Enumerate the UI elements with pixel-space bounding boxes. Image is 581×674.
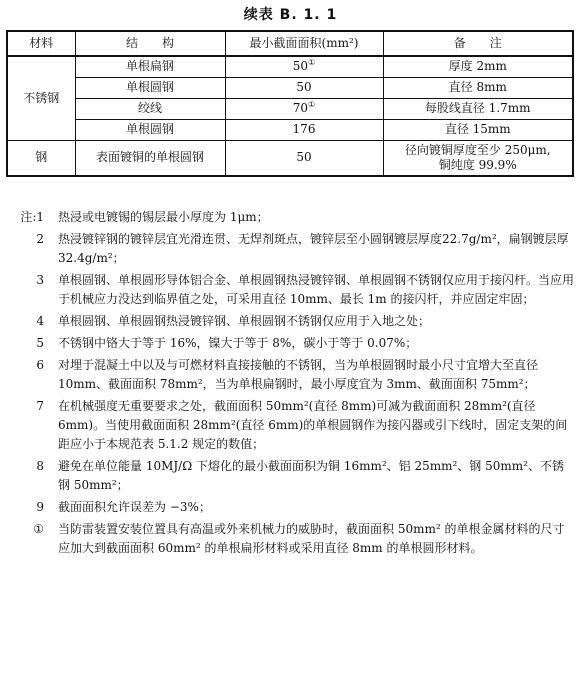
structure-cell: 绞线 — [75, 98, 225, 119]
footnote-mark: ① — [308, 100, 316, 109]
table-title: 续表 B. 1. 1 — [243, 7, 338, 23]
note-text: 热浸镀锌钢的镀锌层宜光滑连贯、无焊剂斑点，镀锌层至小圆钢镀层厚度22.7g/m²，扁钢镀层厚 32.4g/m²； — [58, 232, 569, 265]
note-number: 3 — [36, 273, 44, 287]
note-number: 6 — [36, 358, 44, 372]
note-cell: 直径 8mm — [383, 77, 573, 98]
area-cell — [225, 98, 383, 119]
area-value: 176 — [292, 122, 316, 136]
table-header-row — [7, 31, 573, 56]
note-item — [8, 230, 574, 268]
notes-prefix: 注: — [20, 210, 37, 224]
material-cell: 不锈钢 — [7, 56, 75, 140]
note-item — [8, 312, 574, 331]
area-cell — [225, 56, 383, 77]
table-row — [7, 140, 573, 176]
area-value: 50 — [292, 59, 309, 74]
note-item — [8, 356, 574, 394]
note-text: 当防雷装置安装位置具有高温或外来机械力的威胁时，截面面积 50mm² 的单根金属材料的尺寸应加大到截面面积 60mm² 的单根扁形材料或采用直径 8mm 的单根圆形材料。 — [58, 522, 565, 555]
material-cell: 钢 — [7, 140, 75, 176]
header-material: 材料 — [7, 31, 75, 56]
area-cell — [225, 140, 383, 176]
area-value: 70 — [292, 101, 309, 115]
note-cell: 厚度 2mm — [383, 56, 573, 77]
table-row — [7, 77, 573, 98]
note-item — [8, 498, 574, 517]
structure-cell: 单根圆钢 — [75, 77, 225, 98]
note-number: 5 — [36, 336, 44, 350]
structure-cell: 表面镀铜的单根圆钢 — [75, 140, 225, 176]
note-item — [8, 334, 574, 353]
table-row — [7, 98, 573, 119]
structure-cell: 单根扁钢 — [75, 56, 225, 77]
table-row — [7, 119, 573, 140]
note-number: ① — [33, 522, 44, 536]
note-number: 7 — [36, 399, 44, 413]
note-number: 9 — [36, 500, 44, 514]
note-cell: 每股线直径 1.7mm — [383, 98, 573, 119]
footnote-mark: ① — [308, 58, 316, 68]
header-note: 备 注 — [383, 31, 573, 56]
area-cell — [225, 77, 383, 98]
note-cell: 直径 15mm — [383, 119, 573, 140]
note-cell: 径向镀铜厚度至少 250μm, 铜纯度 99.9% — [383, 140, 573, 176]
note-text: 截面面积允许误差为 −3%； — [58, 500, 211, 514]
note-item — [8, 271, 574, 309]
note-number: 4 — [36, 314, 44, 328]
note-text: 不锈钢中铬大于等于 16%，镍大于等于 8%，碳小于等于 0.07%； — [58, 336, 418, 350]
note-text: 单根圆钢、单根圆钢热浸镀锌钢、单根圆钢不锈钢仅应用于入地之处； — [58, 314, 431, 328]
note-item — [8, 397, 574, 454]
note-number: 8 — [36, 459, 44, 473]
note-item — [8, 520, 574, 558]
note-text: 对埋于混凝土中以及与可燃材料直接接触的不锈钢，当为单根圆钢时最小尺寸宜增大至直径 10mm、截面面积 78mm²，当为单根扁钢时，最小厚度宜为 3mm、截面面积 75mm²； — [58, 358, 539, 391]
table-row — [7, 56, 573, 77]
note-number: 注:1 — [20, 210, 44, 224]
header-structure: 结 构 — [75, 31, 225, 56]
notes-section — [8, 208, 574, 561]
spec-table — [6, 30, 574, 177]
note-item — [8, 208, 574, 227]
structure-cell: 单根圆钢 — [75, 119, 225, 140]
header-area: 最小截面面积(mm²) — [225, 31, 383, 56]
note-text: 热浸或电镀锡的锡层最小厚度为 1μm； — [58, 210, 269, 224]
note-item — [8, 457, 574, 495]
note-text: 避免在单位能量 10MJ/Ω 下熔化的最小截面面积为铜 16mm²、铝 25mm²、钢 50mm²、不锈钢 50mm²； — [58, 459, 564, 492]
note-text: 在机械强度无重要要求之处，截面面积 50mm²(直径 8mm)可减为截面面积 28mm²(直径 6mm)。当使用截面面积 28mm²(直径 6mm)的单根圆钢作为接闪器或引下线时，固定支架的间距应小于本规范表 5.1.2 规定的数值； — [58, 399, 568, 451]
note-number: 2 — [36, 232, 44, 246]
note-text: 单根圆钢、单根圆形导体铝合金、单根圆钢热浸镀锌钢、单根圆钢不锈钢仅应用于接闪杆。当应用于机械应力没达到临界值之处，可采用直径 10mm、最长 1m 的接闪杆，并应固定牢固； — [58, 273, 575, 306]
area-cell — [225, 119, 383, 140]
area-value: 50 — [296, 150, 312, 165]
area-value: 50 — [296, 80, 312, 94]
